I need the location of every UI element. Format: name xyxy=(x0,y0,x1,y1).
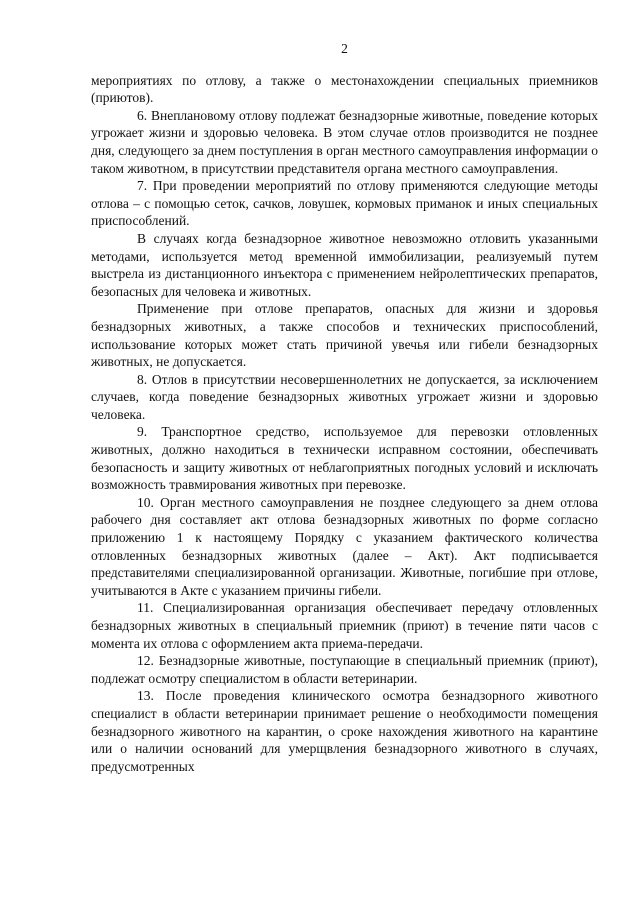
paragraph-prohibited-methods: Применение при отлове препаратов, опасных для жизни и здоровья безнадзорных животных, а также способов и технических приспособлений, использование которых может стать причиной увечья или гибели безнадзорных животных, не допускается. xyxy=(91,301,598,370)
paragraph-item-11: 11. Специализированная организация обеспечивает передачу отловленных безнадзорных животных в специальный приемник (приют) в течение пяти часов с момента их отлова с оформлением акта приема-передачи. xyxy=(91,600,598,651)
page-number: 2 xyxy=(341,41,348,56)
paragraph-immobilization: В случаях когда безнадзорное животное невозможно отловить указанными методами, используется метод временной иммобилизации, реализуемый путем выстрела из дистанционного инъектора с применением нейролептических препаратов, безопасных для человека и животных. xyxy=(91,230,598,299)
paragraph-continuation: мероприятиях по отлову, а также о местонахождении специальных приемников (приютов). xyxy=(91,72,598,106)
paragraph-item-13: 13. После проведения клинического осмотра безнадзорного животного специалист в области ветеринарии принимает решение о необходимости помещения безнадзорного животного на карантин, о сроке нахождения животного на карантине или о наличии оснований для умерщвления безнадзорного животного в случаях, предусмотренных xyxy=(91,688,598,774)
document-body xyxy=(91,72,598,776)
paragraph-item-8: 8. Отлов в присутствии несовершеннолетних не допускается, за исключением случаев, когда поведение безнадзорных животных угрожает жизни и здоровью человека. xyxy=(91,371,598,422)
paragraph-item-6: 6. Внеплановому отлову подлежат безнадзорные животные, поведение которых угрожает жизни и здоровью человека. В этом случае отлов производится не позднее дня, следующего за днем поступления в орган местного самоуправления информации о таком животном, в присутствии представителя органа местного самоуправления. xyxy=(91,107,598,176)
paragraph-item-10: 10. Орган местного самоуправления не позднее следующего за днем отлова рабочего дня составляет акт отлова безнадзорных животных по форме согласно приложению 1 к настоящему Порядку с указанием фактического количества отловленных безнадзорных животных (далее – Акт). Акт подписывается представителями специализированной организации. Животные, погибшие при отлове, учитываются в Акте с указанием причины гибели. xyxy=(91,494,598,598)
paragraph-item-12: 12. Безнадзорные животные, поступающие в специальный приемник (приют), подлежат осмотру специалистом в области ветеринарии. xyxy=(91,653,598,686)
paragraph-item-7: 7. При проведении мероприятий по отлову применяются следующие методы отлова – с помощью сеток, сачков, ловушек, кормовых приманок и иных специальных приспособлений. xyxy=(91,178,598,229)
paragraph-item-9: 9. Транспортное средство, используемое для перевозки отловленных животных, должно находиться в технически исправном состоянии, обеспечивать безопасность и защиту животных от неблагоприятных погодных условий и исключать возможность травмирования животных при перевозке. xyxy=(91,424,598,493)
